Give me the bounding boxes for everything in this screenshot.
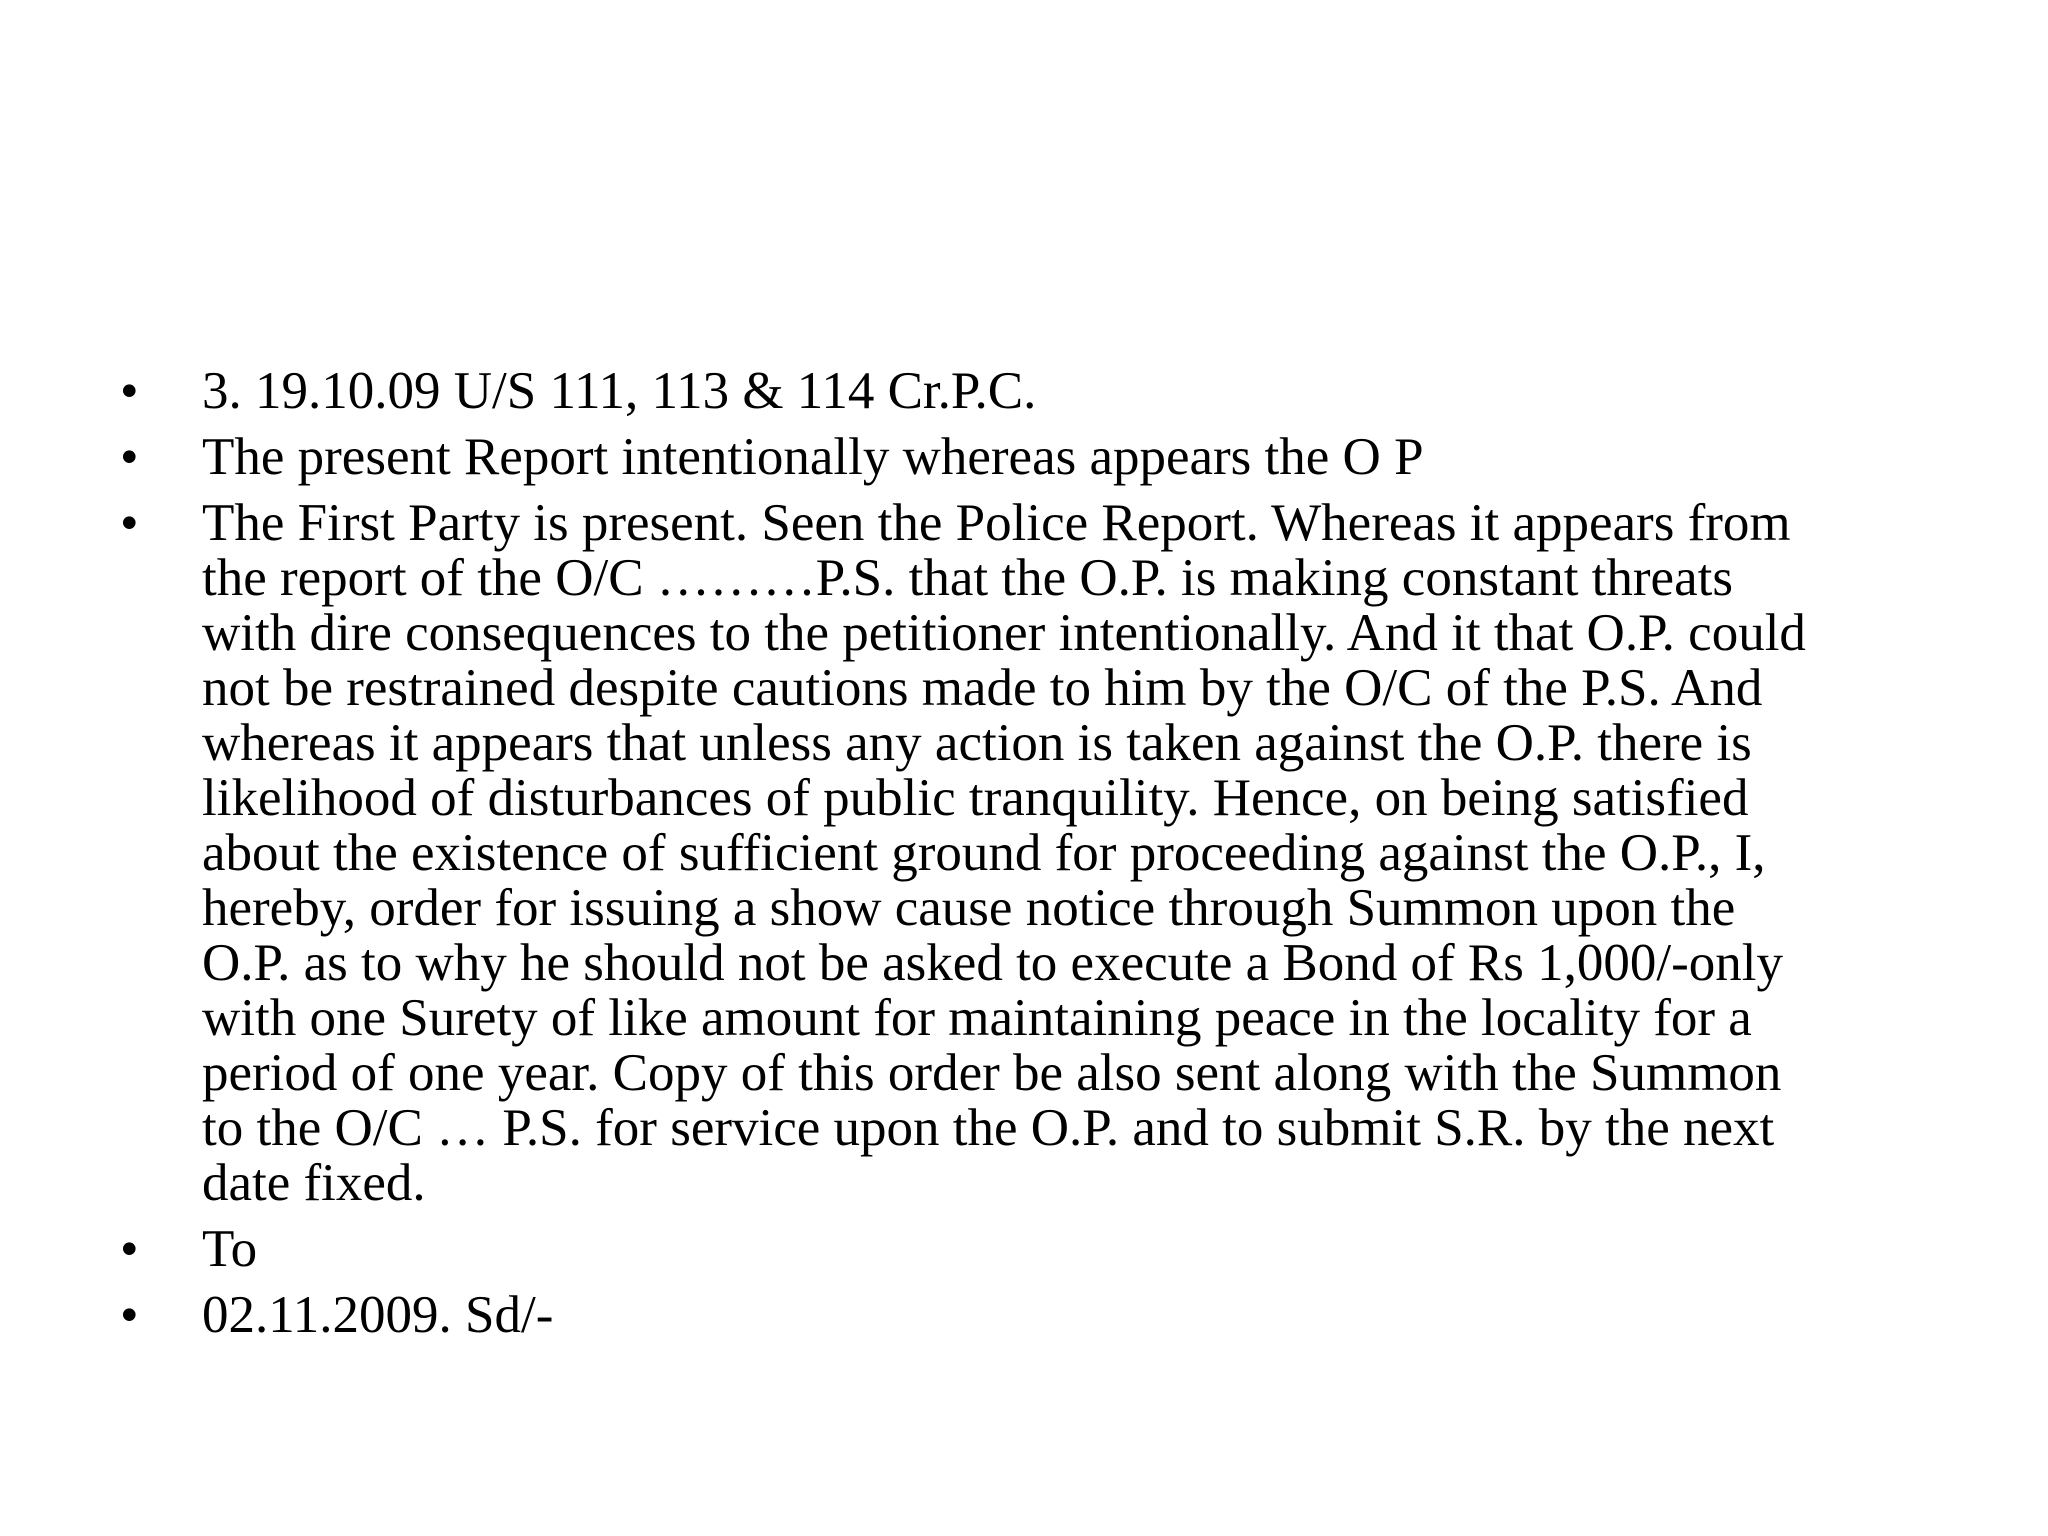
bullet-text: 3. 19.10.09 U/S 111, 113 & 114 Cr.P.C. [202, 362, 1037, 420]
bullet-marker: • [120, 362, 139, 420]
bullet-list [120, 364, 1980, 1354]
bullet-marker: • [120, 1220, 139, 1278]
bullet-text: 02.11.2009. Sd/- [202, 1286, 554, 1344]
list-item [120, 1222, 1980, 1277]
list-item [120, 496, 1980, 1211]
bullet-marker: • [120, 1286, 139, 1344]
bullet-text: The First Party is present. Seen the Police Report. Whereas it appears from the report of the O/C ………P.S. that the O.P. is making constant threats with dire consequences to the petitioner intentionally. And it that O.P. could not be restrained despite cautions made to him by the O/C of the P.S. And whereas it appears that unless any action is taken against the O.P. there is likelihood of disturbances of public tranquility. Hence, on being satisfied about the existence of sufficient ground for proceeding against the O.P., I, hereby, order for issuing a show cause notice through Summon upon the O.P. as to why he should not be asked to execute a Bond of Rs 1,000/-only with one Surety of like amount for maintaining peace in the locality for a period of one year. Copy of this order be also sent along with the Summon to the O/C … P.S. for service upon the O.P. and to submit S.R. by the next date fixed. [202, 494, 1806, 1212]
list-item [120, 430, 1980, 485]
list-item [120, 364, 1980, 419]
list-item [120, 1288, 1980, 1343]
bullet-marker: • [120, 428, 139, 486]
bullet-text: The present Report intentionally whereas appears the O P [202, 428, 1424, 486]
bullet-marker: • [120, 494, 139, 552]
bullet-text: To [202, 1220, 258, 1278]
